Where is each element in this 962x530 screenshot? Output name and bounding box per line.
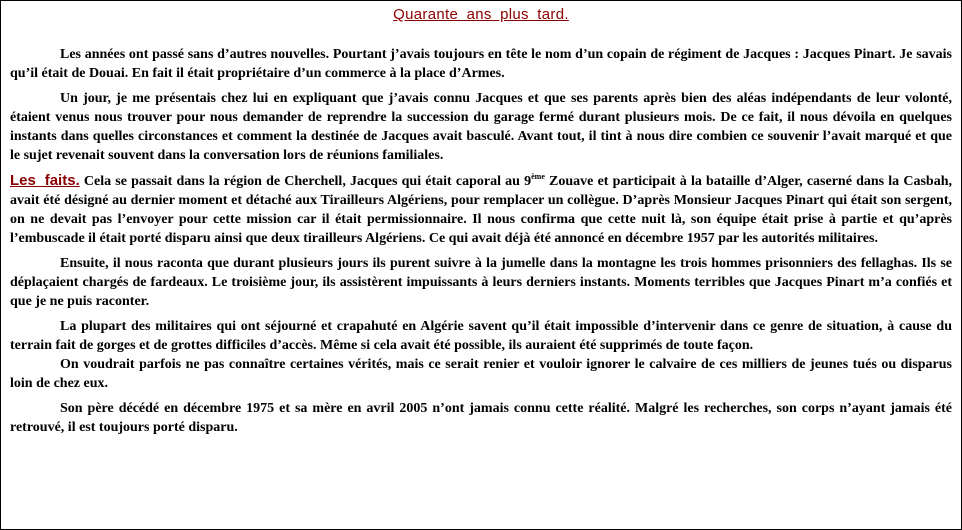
document-body bbox=[10, 45, 952, 443]
page-title: Quarante ans plus tard. bbox=[393, 6, 569, 23]
paragraph-1: Les années ont passé sans d’autres nouvelles. Pourtant j’avais toujours en tête le nom d’un copain de régiment de Jacques : Jacques Pinart. Je savais qu’il était de Douai. En fait il était propriétaire d’un commerce à la place d’Armes. bbox=[10, 47, 952, 81]
section-heading-les-faits: Les faits. bbox=[10, 172, 80, 189]
paragraph-3-text-b: Zouave et participait à la bataille d’Alger, caserné dans la Casbah, avait été désigné au dernier moment et détaché aux Tirailleurs Algériens, pour remplacer un collègue. D’après Monsieur Jacques Pinart qui était son sergent, on ne devait pas l’envoyer pour cette mission car il était permissionnaire. Il nous confirma que cette nuit là, son équipe était prise à partie et qu’après l’embuscade il était porté disparu ainsi que deux tirailleurs Algériens. Ce qui avait déjà été annoncé en décembre 1957 par les autorités militaires. bbox=[10, 174, 952, 246]
paragraph-4: Ensuite, il nous raconta que durant plusieurs jours ils purent suivre à la jumelle dans la montagne les trois hommes prisonniers des fellaghas. Ils se déplaçaient chargés de fardeaux. Le troisième jour, ils assistèrent impuissants à leurs derniers instants. Moments terribles que Jacques Pinart m’a confiés et que je ne puis raconter. bbox=[10, 256, 952, 309]
paragraph-3 bbox=[10, 171, 952, 248]
paragraph-6: On voudrait parfois ne pas connaître certaines vérités, mais ce serait renier et vouloir ignorer le calvaire de ces milliers de jeunes tués ou disparus loin de chez eux. bbox=[10, 357, 952, 391]
paragraph-2: Un jour, je me présentais chez lui en expliquant que j’avais connu Jacques et que ses parents après bien des aléas indépendants de leur volonté, étaient venus nous trouver pour nous demander de reprendre la succession du garage fermé durant plusieurs mois. De ce fait, il nous dévoila en quelques instants dans quelles circonstances et comment la destinée de Jacques avait basculé. Avant tout, il tint à nous dire combien ce souvenir l’avait marqué et que le sujet revenait souvent dans la conversation lors de réunions familiales. bbox=[10, 91, 952, 163]
ordinal-superscript: ème bbox=[531, 172, 545, 181]
paragraph-3-text-a: Cela se passait dans la région de Cherchell, Jacques qui était caporal au 9 bbox=[79, 174, 532, 189]
paragraph-7: Son père décédé en décembre 1975 et sa mère en avril 2005 n’ont jamais connu cette réalité. Malgré les recherches, son corps n’ayant jamais été retrouvé, il est toujours porté disparu. bbox=[10, 401, 952, 435]
paragraph-5: La plupart des militaires qui ont séjourné et crapahuté en Algérie savent qu’il était impossible d’intervenir dans ce genre de situation, à cause du terrain fait de gorges et de grottes difficiles d’accès. Même si cela avait été possible, ils auraient été supprimés de toute façon. bbox=[10, 319, 952, 353]
